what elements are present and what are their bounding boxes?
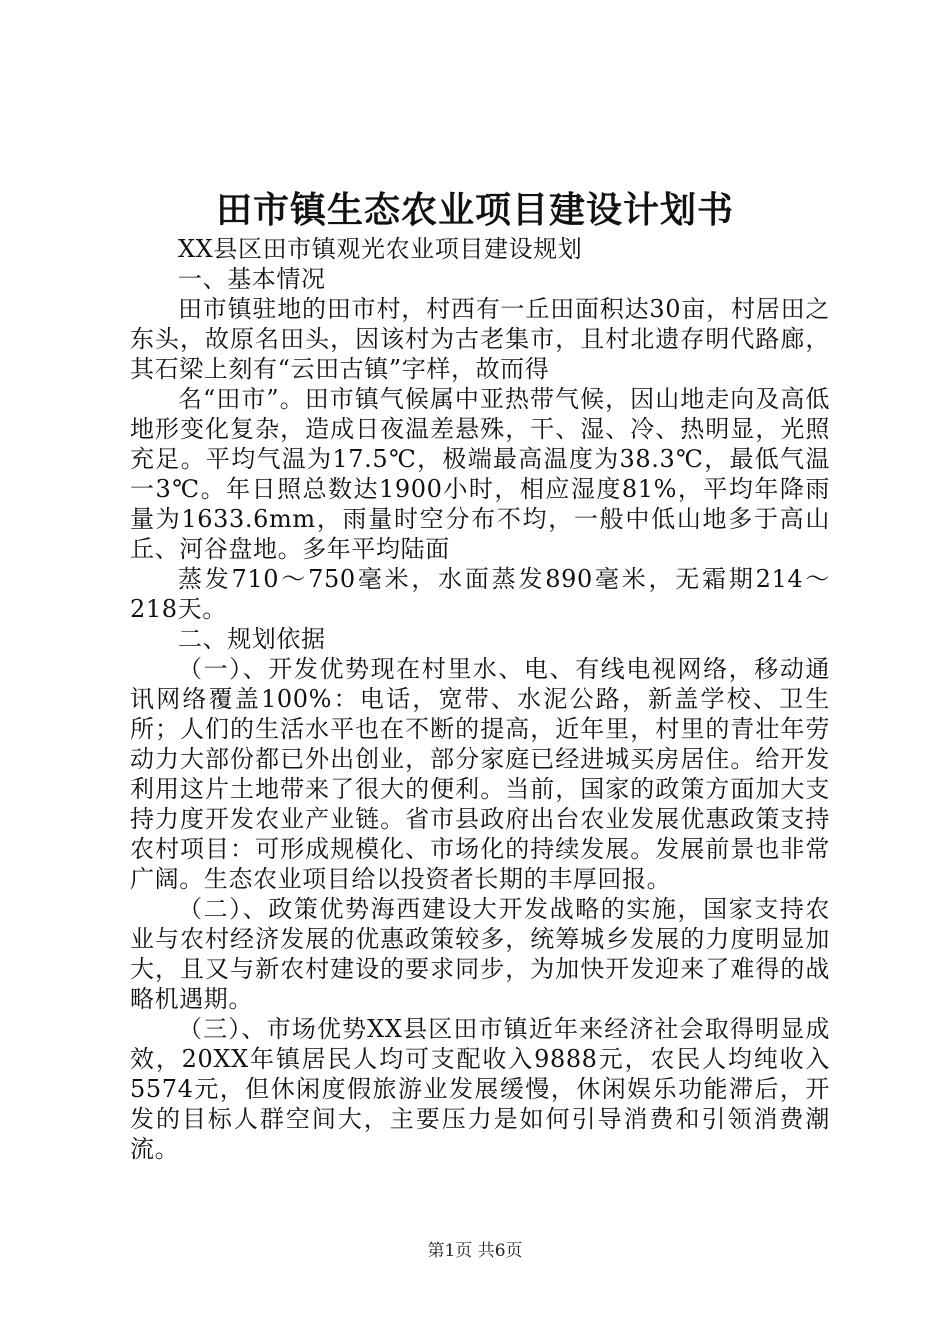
body-paragraph: 田市镇驻地的田市村，村西有一丘田面积达30亩，村居田之东头，故原名田头，因该村为古老集市，且村北遗存明代路廊，其石梁上刻有“云田古镇”字样，故而得: [130, 295, 830, 383]
body-paragraph: 蒸发710～750毫米，水面蒸发890毫米，无霜期214～218天。: [130, 565, 830, 623]
document-title: 田市镇生态农业项目建设计划书: [215, 189, 734, 231]
body-paragraph: （一）、开发优势现在村里水、电、有线电视网络，移动通讯网络覆盖100%：电话，宽带、水泥公路，新盖学校、卫生所；人们的生活水平也在不断的提高，近年里，村里的青壮年劳动力大部份都已外出创业，部分家庭已经进城买房居住。给开发利用这片土地带来了很大的便利。当前，国家的政策方面加大支持力度开发农业产业链。省市县政府出台农业发展优惠政策支持农村项目：可形成规模化、市场化的持续发展。发展前景也非常广阔。生态农业项目给以投资者长期的丰厚回报。: [130, 655, 830, 893]
subtitle-paragraph: XX县区田市镇观光农业项目建设规划: [178, 235, 583, 263]
body-paragraph: （三）、市场优势XX县区田市镇近年来经济社会取得明显成效，20XX年镇居民人均可支配收入9888元，农民人均纯收入5574元，但休闲度假旅游业发展缓慢，休闲娱乐功能滞后，开发的目标人群空间大，主要压力是如何引导消费和引领消费潮流。: [130, 1015, 830, 1163]
body-paragraph: 名“田市”。田市镇气候属中亚热带气候，因山地走向及高低地形变化复杂，造成日夜温差悬殊，干、湿、冷、热明显，光照充足。平均气温为17.5℃，极端最高温度为38.3℃，最低气温一3℃。年日照总数达1900小时，相应湿度81%，平均年降雨量为1633.6mm，雨量时空分布不均，一般中低山地多于高山丘、河谷盘地。多年平均陆面: [130, 385, 830, 563]
body-paragraph: （二）、政策优势海西建设大开发战略的实施，国家支持农业与农村经济发展的优惠政策较多，统筹城乡发展的力度明显加大，且又与新农村建设的要求同步，为加快开发迎来了难得的战略机遇期。: [130, 895, 830, 1013]
page-number-footer: 第1页 共6页: [427, 1241, 523, 1261]
section-heading-planning-basis: 二、规划依据: [178, 625, 326, 653]
document-body: [130, 234, 830, 1164]
section-heading-basic-situation: 一、基本情况: [178, 265, 326, 293]
